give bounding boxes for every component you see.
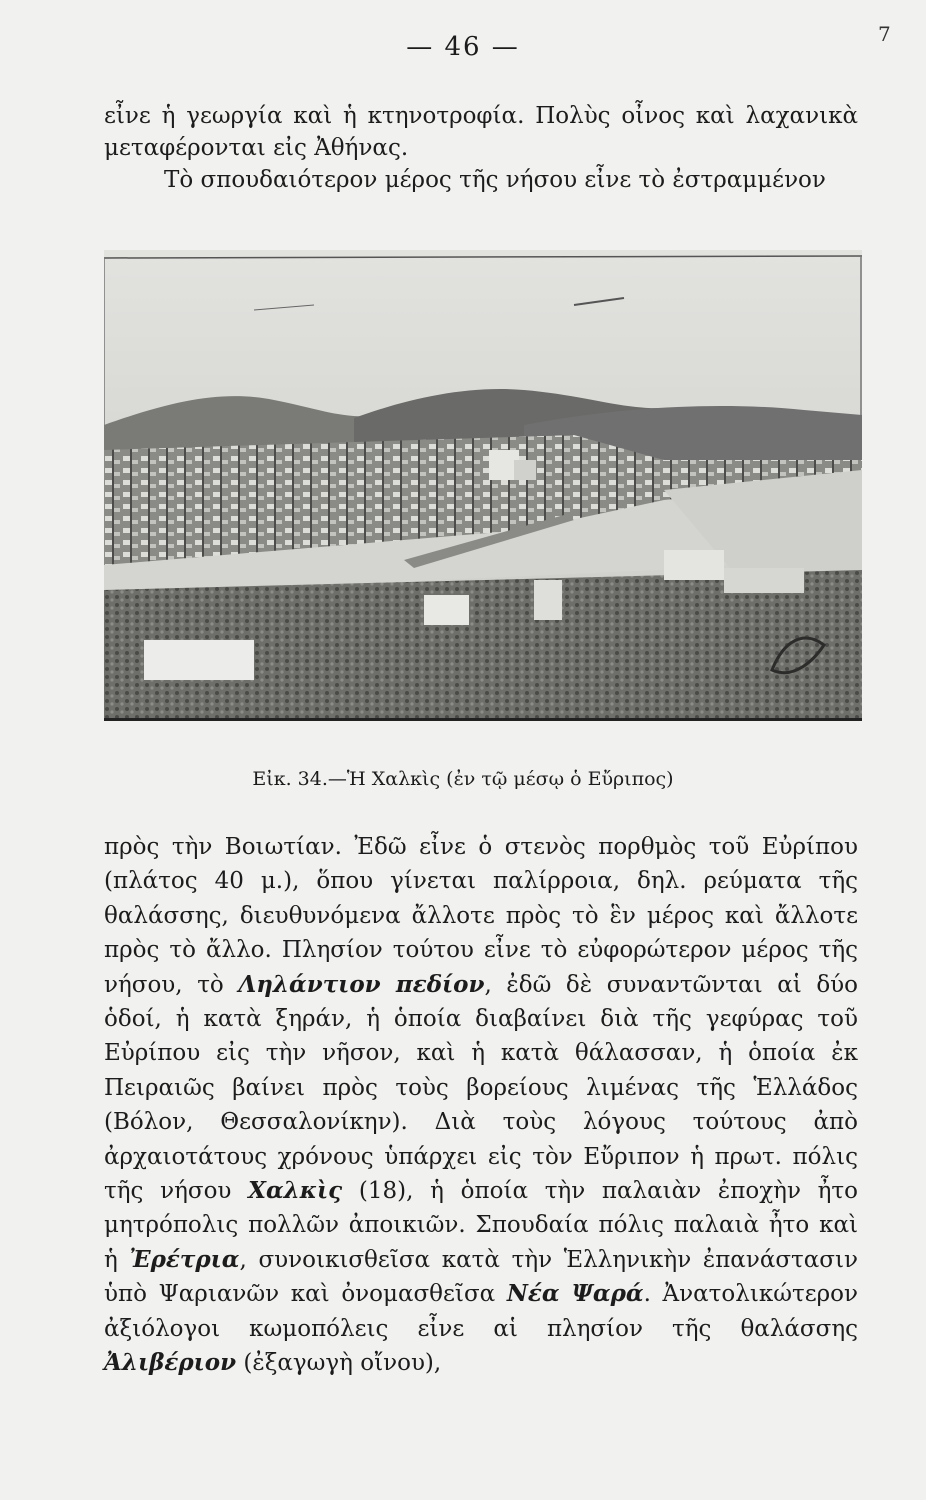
emphasis-aliverion: Ἀλιβέριον (104, 1349, 237, 1377)
text-block-bottom (104, 830, 858, 1381)
figure-photo (104, 250, 862, 721)
text-block-top (104, 100, 858, 196)
page-number: — 46 — (406, 32, 520, 62)
paragraph-agriculture: εἶνε ἡ γεωργία καὶ ἡ κτηνοτροφία. Πολὺς οἶνος καὶ λαχανικὰ μεταφέρονται εἰς Ἀθήνας. (104, 103, 858, 161)
text-segment: , ἐδῶ δὲ συναντῶνται αἱ δύο ὁδοί, ἡ κατὰ ξηράν, ἡ ὁποία διαβαίνει διὰ τῆς γεφύρας τοῦ Εὐρίπου εἰς τὴν νῆσον, καὶ ἡ κατὰ θάλασσαν, ἡ ὁποία ἐκ Πειραιῶς βαίνει πρὸς τοὺς βορείους λιμένας τῆς Ἑλλάδος (Βόλον, Θεσσαλονίκην). Διὰ τοὺς λόγους τούτους ἀπὸ ἀρχαιοτάτους χρόνους ὑπάρχει εἰς τὸν Εὔριπον ἡ πρωτ. πόλις τῆς νήσου (104, 971, 858, 1205)
emphasis-eretria: Ἐρέτρια (129, 1245, 240, 1273)
emphasis-lelantine-plain: Ληλάντιον πεδίον (238, 970, 485, 998)
corner-mark: 7 (878, 22, 891, 46)
emphasis-chalkis: Χαλκὶς (248, 1177, 343, 1205)
text-segment: (ἐξαγωγὴ οἴνου), (243, 1350, 442, 1377)
text-segment: (18), ἡ ὁποία τὴν παλαιὰν ἐποχὴν ἦτο μητρόπολις πολλῶν ἀποικιῶν. Σπουδαία πόλις παλαιὰ ἦτο καὶ ἡ (104, 1178, 858, 1273)
text-segment: πρὸς τὴν Βοιωτίαν. Ἐδῶ εἶνε ὁ στενὸς πορθμὸς τοῦ Εὐρίπου (πλάτος 40 μ.), ὅπου γίνεται παλίρροια, δηλ. ρεύματα τῆς θαλάσσης, διευθυνόμενα ἄλλοτε πρὸς τὸ ἓν μέρος καὶ ἄλλοτε πρὸς τὸ ἄλλο. Πλησίον τούτου εἶνε τὸ εὐφορώτερον μέρος τῆς νήσου, τὸ (104, 834, 858, 998)
paragraph-euripus (104, 830, 858, 1381)
paragraph-important-part: Τὸ σπουδαιότερον μέρος τῆς νήσου εἶνε τὸ ἐστραμμένον (164, 167, 826, 193)
text-segment: . Ἀνατολικώτερον ἀξιόλογοι κωμοπόλεις εἶνε αἱ πλησίον τῆς θαλάσσης (104, 1281, 858, 1342)
emphasis-nea-psara: Νέα Ψαρά (506, 1280, 644, 1308)
town-photo-image (104, 250, 862, 718)
figure-caption: Εἰκ. 34.—Ἡ Χαλκὶς (ἐν τῷ μέσῳ ὁ Εὔριπος) (252, 768, 674, 790)
text-segment: , συνοικισθεῖσα κατὰ τὴν Ἑλληνικὴν ἐπανάστασιν ὑπὸ Ψαριανῶν καὶ ὀνομασθεῖσα (104, 1246, 859, 1308)
